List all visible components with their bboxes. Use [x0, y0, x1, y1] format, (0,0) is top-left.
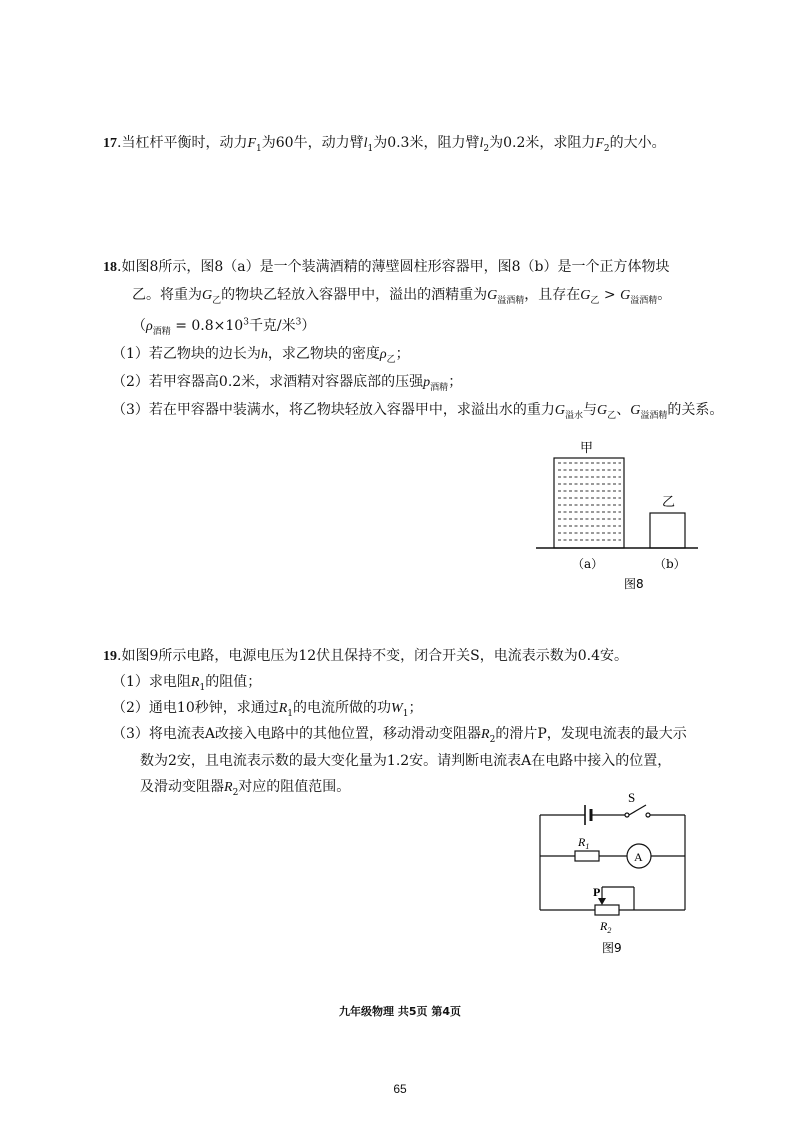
symbol-sub: 乙 [386, 354, 396, 365]
switch-blade [629, 805, 646, 815]
label-R2-sub: 2 [607, 926, 612, 935]
symbol-p: p [423, 375, 431, 390]
exponent: 3 [243, 317, 249, 328]
question-text: （3）若在甲容器中装满水，将乙物块轻放入容器甲中，求溢出水的重力 [112, 402, 555, 418]
exponent: 3 [295, 317, 302, 328]
question-18-line-1 [103, 257, 669, 278]
symbol-F2: F [595, 136, 604, 151]
question-text: .如图8所示，图8（a）是一个装满酒精的薄壁圆柱形容器甲，图8（b）是一个正方体物块 [117, 259, 670, 275]
symbol-F1: F [247, 136, 257, 151]
symbol-sub: 溢酒精 [640, 410, 668, 421]
figure-8-caption: 图8 [624, 577, 644, 591]
question-19-part-2 [112, 698, 422, 719]
symbol-sub: 2 [489, 734, 496, 745]
symbol-sub: 2 [232, 787, 239, 798]
symbol-rho: ρ [379, 347, 387, 362]
symbol-rho: ρ [146, 319, 153, 334]
question-text: 的大小。 [609, 135, 666, 151]
question-text: 的关系。 [667, 402, 724, 418]
label-R2-letter: R [600, 919, 608, 933]
question-19-part-3-line-3 [140, 777, 350, 798]
label-yi: 乙 [662, 495, 676, 510]
question-text: .当杠杆平衡时，动力 [117, 135, 248, 151]
question-text: 为0.2米，求阻力 [489, 135, 596, 151]
question-text: （2）若甲容器高0.2米，求酒精对容器底部的压强 [112, 374, 424, 390]
figure-9-caption: 图9 [602, 941, 622, 955]
symbol-sub: 1 [402, 708, 409, 719]
symbol-G: G [202, 288, 213, 303]
punctuation: ； [408, 700, 423, 716]
symbol-G: G [487, 288, 498, 303]
symbol-sub: 乙 [590, 295, 600, 306]
punctuation: 。 [657, 287, 672, 303]
question-text: 乙。将重为 [132, 287, 202, 303]
question-text: 与 [583, 402, 598, 418]
label-a: （a） [572, 557, 604, 571]
symbol-R: R [224, 780, 233, 795]
symbol-G: G [554, 403, 566, 418]
question-18-given [132, 316, 315, 337]
symbol-sub: 乙 [212, 295, 222, 306]
value: = 0.8×10 [170, 318, 244, 334]
symbol-sub: 2 [603, 143, 610, 154]
symbol-sub: 2 [483, 143, 490, 154]
question-18-part-2 [112, 372, 462, 393]
question-text: ，求乙物块的密度 [267, 346, 380, 362]
label-S: S [628, 790, 636, 805]
punctuation: ； [395, 346, 410, 362]
question-text: ，且存在 [524, 287, 581, 303]
question-text: 的物块乙轻放入容器甲中，溢出的酒精重为 [221, 287, 488, 303]
question-text: .如图9所示电路，电源电压为12伏且保持不变，闭合开关S，电流表示数为0.4安。 [117, 648, 629, 664]
symbol-R: R [278, 701, 288, 716]
symbol-sub: 酒精 [430, 382, 449, 393]
question-text: 的阻值； [205, 674, 262, 690]
label-jia: 甲 [580, 441, 594, 456]
switch-terminal-right [646, 813, 650, 817]
symbol-W: W [391, 701, 403, 716]
question-18-line-2 [132, 285, 671, 306]
question-19-part-3-line-2 [140, 751, 671, 771]
label-R1 [577, 835, 589, 851]
question-number: 18 [103, 260, 117, 275]
symbol-sub: 溢水 [565, 410, 584, 421]
container-jia [554, 458, 624, 548]
unit: 千克/米 [248, 318, 296, 334]
question-19-part-1 [112, 672, 261, 693]
symbol-h: h [260, 347, 268, 362]
question-text: 为0.3米，阻力臂 [373, 135, 480, 151]
question-number: 17 [103, 136, 117, 151]
label-R1-letter: R [578, 835, 586, 849]
punctuation: ） [301, 318, 316, 334]
symbol-sub: 1 [367, 143, 374, 154]
symbol-G: G [630, 403, 641, 418]
question-text: （2）通电10秒钟，求通过 [112, 700, 279, 716]
label-R1-sub: 1 [585, 842, 590, 851]
question-text: 及滑动变阻器 [140, 779, 224, 795]
figure-9 [530, 790, 700, 965]
question-text: 的电流所做的功 [293, 700, 392, 716]
symbol-l2: l [479, 136, 484, 151]
question-text: 对应的阻值范围。 [238, 779, 351, 795]
question-18-part-3 [112, 400, 723, 421]
label-R2 [599, 919, 611, 935]
question-18-part-1 [112, 344, 410, 365]
symbol-sub: 1 [256, 143, 262, 154]
symbol-sub: 1 [287, 708, 294, 719]
symbol-l1: l [363, 136, 368, 151]
question-text: （1）若乙物块的边长为 [112, 346, 261, 362]
page-footer: 九年级物理 共5页 第4页 [339, 1005, 461, 1018]
resistor-r1 [575, 851, 599, 861]
resistor-r2 [595, 905, 619, 915]
switch-terminal-left [625, 813, 629, 817]
question-19-part-3 [112, 724, 687, 745]
cube-yi [650, 513, 685, 548]
question-17 [103, 133, 666, 154]
symbol-sub: 溢酒精 [630, 295, 658, 306]
question-19-line-1 [103, 646, 628, 667]
question-text: 为60牛，动力臂 [261, 135, 364, 151]
symbol-G: G [597, 403, 608, 418]
question-text: 的滑片P，发现电流表的最大示 [495, 726, 687, 742]
label-P: P [593, 885, 601, 899]
symbol-R: R [190, 675, 200, 690]
slider-arrow-icon [598, 898, 606, 905]
symbol-G: G [620, 288, 631, 303]
symbol-sub: 1 [199, 682, 206, 693]
symbol-G: G [580, 288, 591, 303]
question-text: （1）求电阻 [112, 674, 191, 690]
symbol-sub: 酒精 [152, 326, 171, 337]
question-text: （3）将电流表A改接入电路中的其他位置，移动滑动变阻器 [112, 726, 482, 742]
symbol-sub: 溢酒精 [497, 295, 525, 306]
figure-8 [528, 440, 728, 600]
punctuation: 、 [616, 402, 631, 418]
page-number: 65 [393, 1082, 407, 1096]
symbol-R: R [481, 727, 490, 742]
question-text: 数为2安，且电流表示数的最大变化量为1.2安。请判断电流表A在电路中接入的位置， [140, 753, 672, 769]
label-A: A [634, 850, 643, 864]
alcohol-dashes [558, 463, 621, 540]
question-number: 19 [103, 649, 117, 664]
operator: > [599, 287, 621, 303]
symbol-sub: 乙 [607, 410, 617, 421]
punctuation: ； [448, 374, 463, 390]
label-b: （b） [654, 557, 686, 571]
punctuation: （ [132, 318, 146, 334]
